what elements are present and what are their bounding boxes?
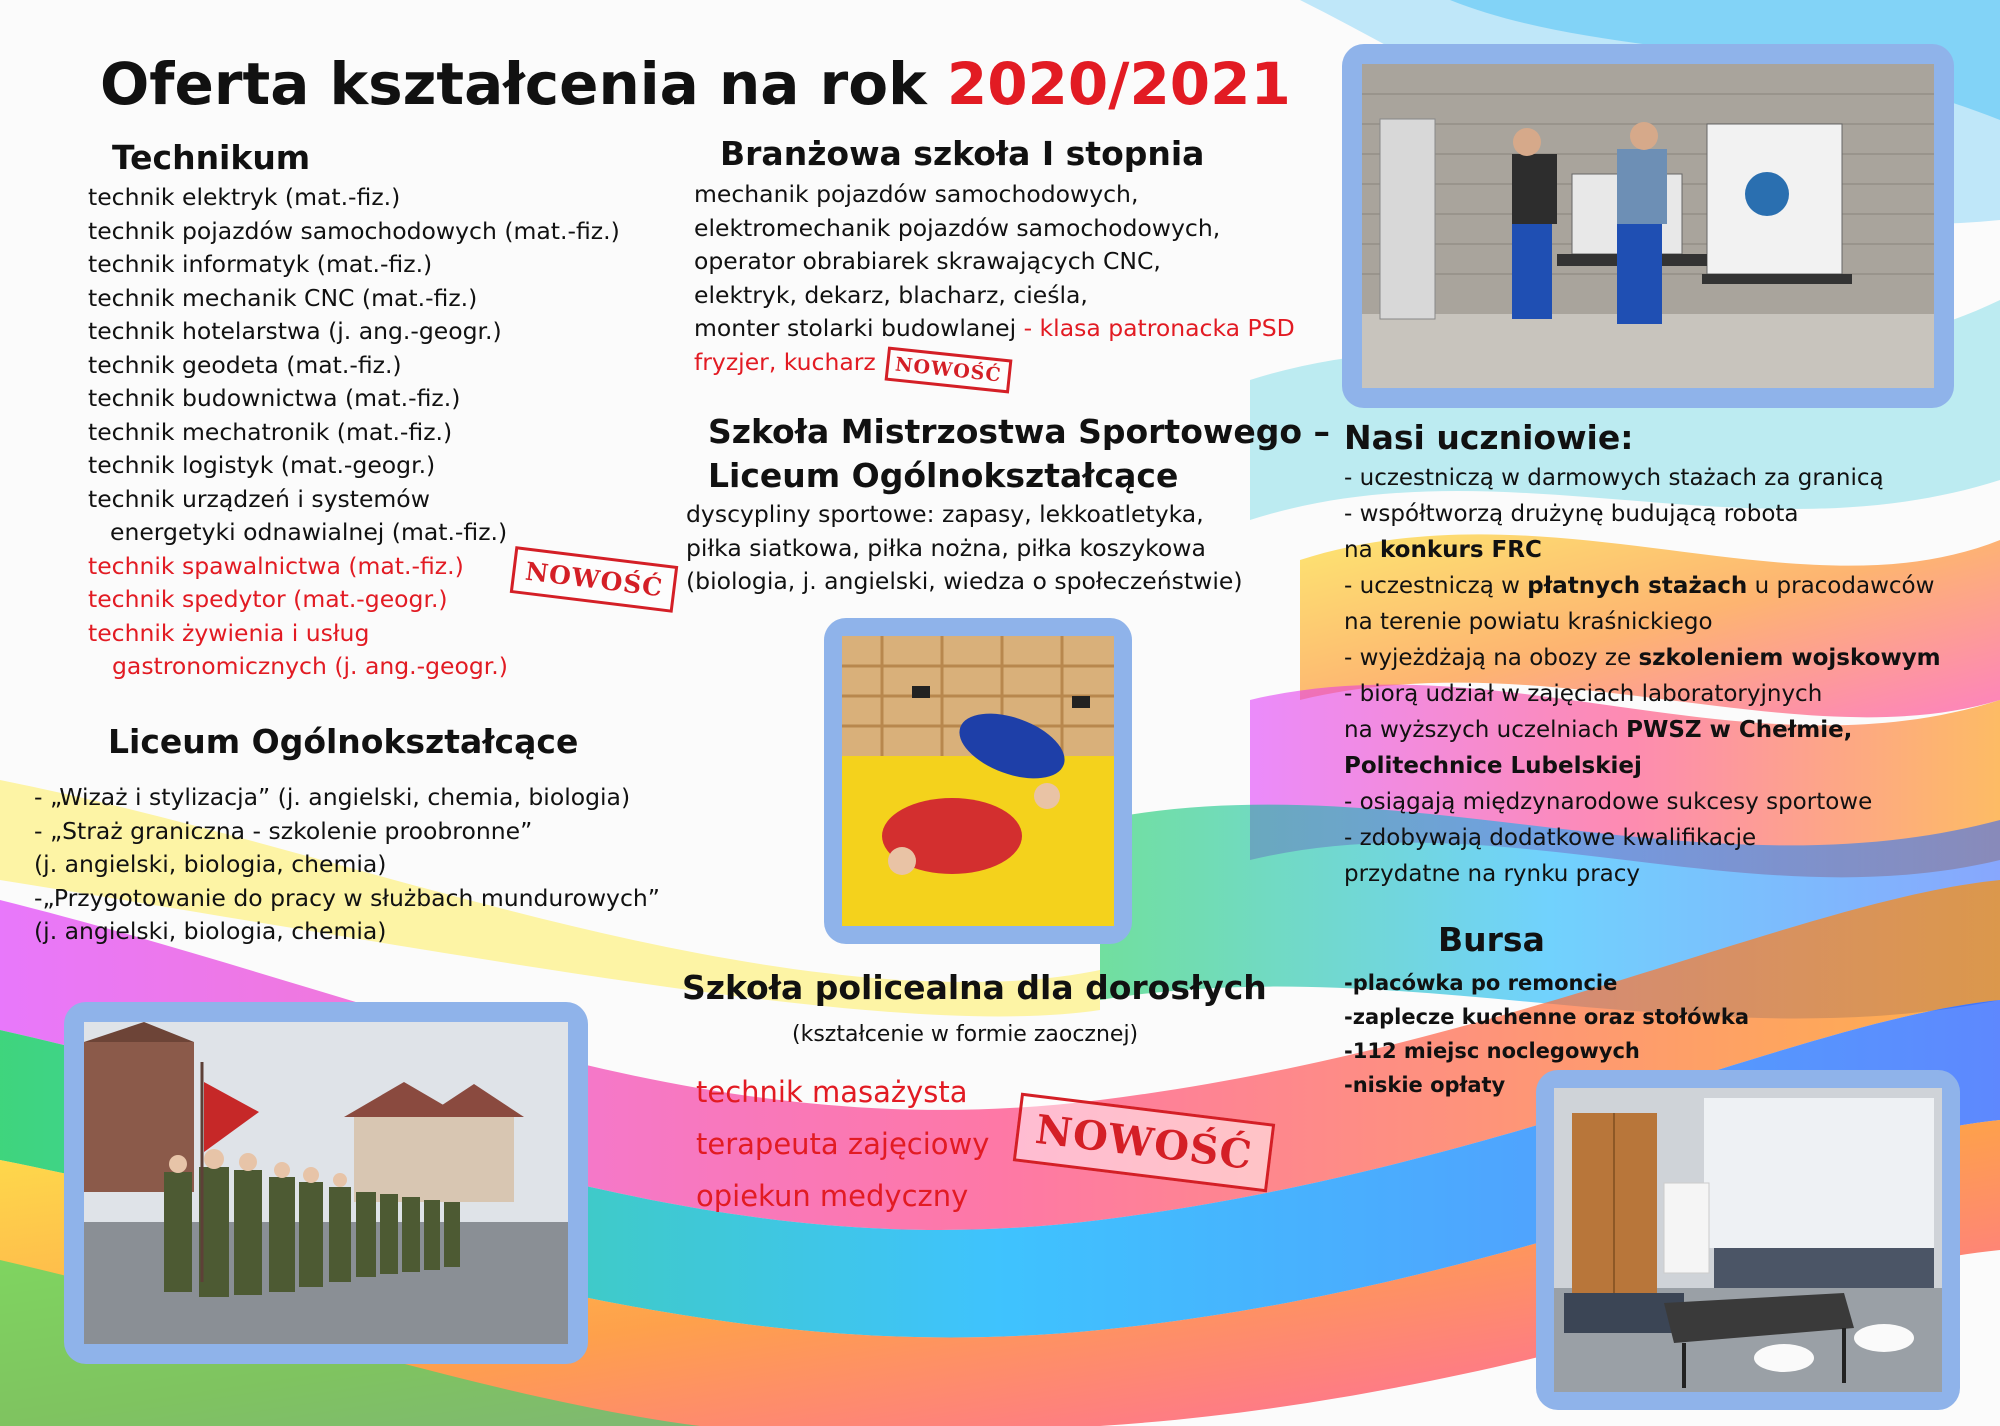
bursa-heading: Bursa xyxy=(1438,920,1545,959)
list-item-text: na xyxy=(1344,537,1380,563)
new-list-item: technik spawalnictwa (mat.-fiz.) xyxy=(88,551,464,580)
new-list-item: gastronomicznych (j. ang.-geogr.) xyxy=(112,652,508,680)
policealna-heading: Szkoła policealna dla dorosłych xyxy=(682,968,1267,1007)
list-item: opiekun medyczny xyxy=(696,1179,969,1213)
list-item xyxy=(1344,496,1941,532)
list-item xyxy=(1344,676,1941,712)
list-item-text: - uczestniczą w xyxy=(1344,573,1528,599)
list-item xyxy=(1344,748,1941,784)
cadets-photo-frame xyxy=(64,1002,588,1364)
list-item xyxy=(1344,568,1941,604)
dorm-photo-frame xyxy=(1536,1070,1960,1410)
list-item: technik informatyk (mat.-fiz.) xyxy=(88,250,433,278)
list-item: (j. angielski, biologia, chemia) xyxy=(34,850,387,878)
highlight-text: konkurs FRC xyxy=(1379,537,1542,563)
page-title xyxy=(100,50,1291,118)
list-item: technik geodeta (mat.-fiz.) xyxy=(88,350,402,379)
highlight-text: płatnych stażach xyxy=(1527,573,1748,599)
list-item xyxy=(1344,604,1941,640)
list-item-text: - uczestniczą w darmowych stażach za granicą xyxy=(1344,465,1884,491)
list-item: elektromechanik pojazdów samochodowych, xyxy=(694,213,1221,242)
list-item: technik hotelarstwa (j. ang.-geogr.) xyxy=(88,317,502,345)
list-item: technik budownictwa (mat.-fiz.) xyxy=(88,384,461,412)
highlight-text: PWSZ w Chełmie, xyxy=(1626,717,1853,743)
list-item-text: - osiągają międzynarodowe sukcesy sportowe xyxy=(1344,789,1873,815)
policealna-list xyxy=(696,1066,989,1222)
list-item-text: - biorą udział w zajęciach laboratoryjnych xyxy=(1344,681,1823,707)
list-item: technik elektryk (mat.-fiz.) xyxy=(88,183,401,211)
sport-list xyxy=(686,498,1243,599)
list-item-text: przydatne na rynku pracy xyxy=(1344,861,1641,887)
list-item xyxy=(1344,640,1941,676)
sport-heading-line2: Liceum Ogólnokształcące xyxy=(708,456,1179,495)
list-item: terapeuta zajęciowy xyxy=(696,1127,990,1161)
liceum-heading: Liceum Ogólnokształcące xyxy=(108,722,579,761)
list-item-text: na wyższych uczelniach xyxy=(1344,717,1627,743)
students-heading: Nasi uczniowie: xyxy=(1344,418,1634,457)
list-item: - „Straż graniczna - szkolenie proobronne” xyxy=(34,816,533,845)
list-item: mechanik pojazdów samochodowych, xyxy=(694,180,1139,208)
highlight-text: Politechnice Lubelskiej xyxy=(1344,753,1642,779)
list-item: -„Przygotowanie do pracy w służbach mundurowych” xyxy=(34,883,660,912)
new-list-item: technik żywienia i usług xyxy=(88,618,370,647)
list-item: technik mechanik CNC (mat.-fiz.) xyxy=(88,283,478,312)
list-item: -niskie opłaty xyxy=(1344,1073,1506,1097)
list-item: - „Wizaż i stylizacja” (j. angielski, chemia, biologia) xyxy=(34,783,631,811)
new-list-item: technik spedytor (mat.-geogr.) xyxy=(88,585,448,613)
title-prefix: Oferta kształcenia na rok xyxy=(100,50,947,118)
highlight-text: szkoleniem wojskowym xyxy=(1638,645,1941,671)
branzowa-heading: Branżowa szkoła I stopnia xyxy=(720,134,1205,173)
list-item-text: - wyjeżdżają na obozy ze xyxy=(1344,645,1639,671)
list-item xyxy=(1344,712,1941,748)
new-stamp-policealna: NOWOŚĆ xyxy=(1013,1093,1275,1193)
list-item: technik logistyk (mat.-geogr.) xyxy=(88,451,436,479)
patron-class-label: - klasa patronacka PSD xyxy=(1016,314,1295,342)
title-year: 2020/2021 xyxy=(946,50,1291,118)
list-item xyxy=(1344,784,1941,820)
list-item: technik mechatronik (mat.-fiz.) xyxy=(88,417,453,446)
students-list xyxy=(1344,460,1941,892)
new-stamp-branzowa: NOWOŚĆ xyxy=(885,347,1013,394)
list-item-text: monter stolarki budowlanej xyxy=(694,314,1017,342)
list-item: dyscypliny sportowe: zapasy, lekkoatletyka, xyxy=(686,500,1204,528)
wrestling-photo-frame xyxy=(824,618,1132,944)
list-item: technik pojazdów samochodowych (mat.-fiz.) xyxy=(88,216,620,245)
list-item: energetyki odnawialnej (mat.-fiz.) xyxy=(110,518,508,546)
new-list-item: fryzjer, kucharz xyxy=(694,347,876,376)
list-item-text: - współtworzą drużynę budującą robota xyxy=(1344,501,1799,527)
list-item xyxy=(1344,460,1941,496)
wrestling-photo xyxy=(842,636,1114,926)
list-item: piłka siatkowa, piłka nożna, piłka koszykowa xyxy=(686,533,1206,562)
list-item-text: na terenie powiatu kraśnickiego xyxy=(1344,609,1713,635)
list-item-text: - zdobywają dodatkowe kwalifikacje xyxy=(1344,825,1757,851)
cadets-photo xyxy=(84,1022,568,1344)
list-item: elektryk, dekarz, blacharz, cieśla, xyxy=(694,280,1088,309)
technikum-list xyxy=(88,181,620,684)
list-item: technik urządzeń i systemów xyxy=(88,484,430,513)
workshop-photo xyxy=(1362,64,1934,388)
list-item: operator obrabiarek skrawających CNC, xyxy=(694,247,1161,275)
list-item: -zaplecze kuchenne oraz stołówka xyxy=(1344,1005,1750,1029)
new-stamp-technikum: NOWOŚĆ xyxy=(510,546,679,613)
list-item xyxy=(1344,532,1941,568)
dorm-room-photo xyxy=(1554,1088,1942,1392)
sport-heading-line1: Szkoła Mistrzostwa Sportowego – xyxy=(708,412,1331,451)
workshop-photo-frame xyxy=(1342,44,1954,408)
liceum-list xyxy=(34,781,660,949)
branzowa-list xyxy=(694,178,1295,379)
list-item xyxy=(694,312,1295,346)
list-item: (biologia, j. angielski, wiedza o społeczeństwie) xyxy=(686,567,1243,595)
list-item xyxy=(1344,856,1941,892)
list-item: -112 miejsc noclegowych xyxy=(1344,1039,1640,1063)
list-item: (j. angielski, biologia, chemia) xyxy=(34,917,387,945)
list-item xyxy=(1344,820,1941,856)
list-item: technik masażysta xyxy=(696,1075,968,1109)
policealna-subheading: (kształcenie w formie zaocznej) xyxy=(792,1022,1139,1047)
technikum-heading: Technikum xyxy=(112,138,311,177)
list-item: -placówka po remoncie xyxy=(1344,971,1618,995)
list-item-text: u pracodawców xyxy=(1747,573,1935,599)
